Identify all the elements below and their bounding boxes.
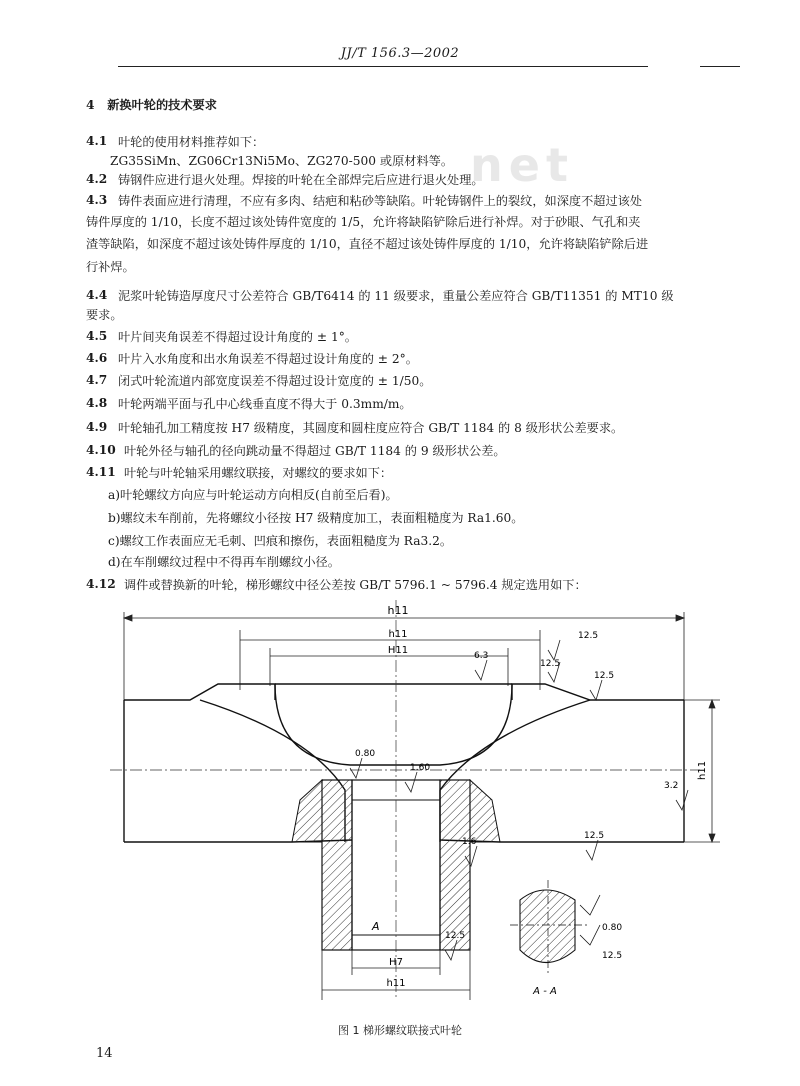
roughness-value: 6.3 — [474, 651, 489, 661]
roughness-value: 12.5 — [584, 831, 605, 841]
clause-text: 叶轮两端平面与孔中心线垂直度不得大于 0.3mm/m。 — [118, 397, 412, 411]
clause-number: 4.11 — [86, 465, 116, 479]
clause-text: 铸件厚度的 1/10，长度不超过该处铸件宽度的 1/5，允许将缺陷铲除后进行补焊。对于砂眼、气孔和夹 — [86, 215, 641, 229]
section-title: 新换叶轮的技术要求 — [107, 98, 217, 112]
clause-text: 泥浆叶轮铸造厚度尺寸公差符合 GB/T6414 的 11 级要求，重量公差应符合 GB/T11351 的 MT10 级 — [118, 289, 674, 303]
dim-label-top: h11 — [387, 604, 409, 617]
clause-text: 叶轮与叶轮轴采用螺纹联接，对螺纹的要求如下： — [124, 466, 393, 480]
impeller-body — [124, 684, 684, 842]
clause-text: 闭式叶轮流道内部宽度误差不得超过设计宽度的 ± 1/50。 — [118, 374, 432, 388]
clause-text: 铸钢件应进行退火处理。焊接的叶轮在全部焊完后应进行退火处理。 — [118, 173, 484, 187]
roughness-value: 12.5 — [540, 659, 561, 669]
thread-detail — [510, 880, 600, 975]
clause-number: 4.4 — [86, 288, 108, 302]
clause-text: 调件或替换新的叶轮，梯形螺纹中径公差按 GB/T 5796.1 ~ 5796.4 规定选用如下： — [124, 578, 587, 592]
clause-number: 4.7 — [86, 373, 108, 387]
dim-label-inner: H11 — [387, 645, 409, 656]
clause-number: 4.6 — [86, 351, 108, 365]
section-view-label: A - A — [533, 986, 557, 997]
section-number: 4 — [86, 98, 95, 112]
clause-number: 4.9 — [86, 420, 108, 434]
clause-text: ZG35SiMn、ZG06Cr13Ni5Mo、ZG270-500 或原材料等。 — [110, 154, 454, 168]
roughness-value: 1.6 — [462, 837, 477, 847]
roughness-value: 12.5 — [602, 951, 623, 961]
clause-text: 叶轮的使用材料推荐如下： — [118, 135, 265, 149]
clause-number: 4.8 — [86, 396, 108, 410]
list-item: b)螺纹未车削前，先将螺纹小径按 H7 级精度加工，表面粗糙度为 Ra1.60。 — [108, 511, 524, 525]
running-header: JJ/T 156.3—2002 — [340, 46, 460, 61]
dim-label-base: h11 — [386, 978, 406, 989]
dim-label-right: h11 — [697, 760, 708, 780]
list-item: a)叶轮螺纹方向应与叶轮运动方向相反(自前至后看)。 — [108, 488, 398, 502]
clause-number: 4.10 — [86, 443, 116, 457]
section-marker: A — [372, 920, 380, 933]
roughness-value: 0.80 — [602, 923, 623, 933]
clause-number: 4.5 — [86, 329, 108, 343]
clause-text: 铸件表面应进行清理，不应有多肉、结疤和粘砂等缺陷。叶轮铸钢件上的裂纹，如深度不超过该处 — [118, 194, 643, 208]
clause-number: 4.2 — [86, 172, 108, 186]
roughness-value: 3.2 — [664, 781, 679, 791]
roughness-value: 12.5 — [445, 931, 466, 941]
roughness-value: 12.5 — [594, 671, 615, 681]
clause-text: 叶轮外径与轴孔的径向跳动量不得超过 GB/T 1184 的 9 级形状公差。 — [124, 444, 506, 458]
clause-text: 渣等缺陷，如深度不超过该处铸件厚度的 1/10，直径不超过该处铸件厚度的 1/10，允许将缺陷铲除后进 — [86, 237, 649, 251]
roughness-value: 0.80 — [355, 749, 376, 759]
clause-text: 行补焊。 — [86, 260, 135, 274]
clause-text: 叶轮轴孔加工精度按 H7 级精度，其圆度和圆柱度应符合 GB/T 1184 的 8 级形状公差要求。 — [118, 421, 624, 435]
dim-label-bottom: H7 — [389, 957, 403, 968]
clause-number: 4.3 — [86, 193, 108, 207]
list-item: d)在车削螺纹过程中不得再车削螺纹小径。 — [108, 555, 340, 569]
dim-label-upper: h11 — [388, 629, 408, 640]
list-item: c)螺纹工作表面应无毛刺、凹痕和擦伤，表面粗糙度为 Ra3.2。 — [108, 534, 453, 548]
clause-number: 4.1 — [86, 134, 108, 148]
clause-text: 要求。 — [86, 308, 123, 322]
clause-text: 叶片间夹角误差不得超过设计角度的 ± 1°。 — [118, 330, 357, 344]
clause-number: 4.12 — [86, 577, 116, 591]
roughness-value: 1.60 — [410, 763, 431, 773]
clause-text: 叶片入水角度和出水角误差不得超过设计角度的 ± 2°。 — [118, 352, 418, 366]
roughness-value: 12.5 — [578, 631, 599, 641]
page-number: 14 — [96, 1046, 113, 1061]
figure-caption: 图 1 梯形螺纹联接式叶轮 — [338, 1024, 462, 1037]
watermark: net — [470, 138, 574, 192]
